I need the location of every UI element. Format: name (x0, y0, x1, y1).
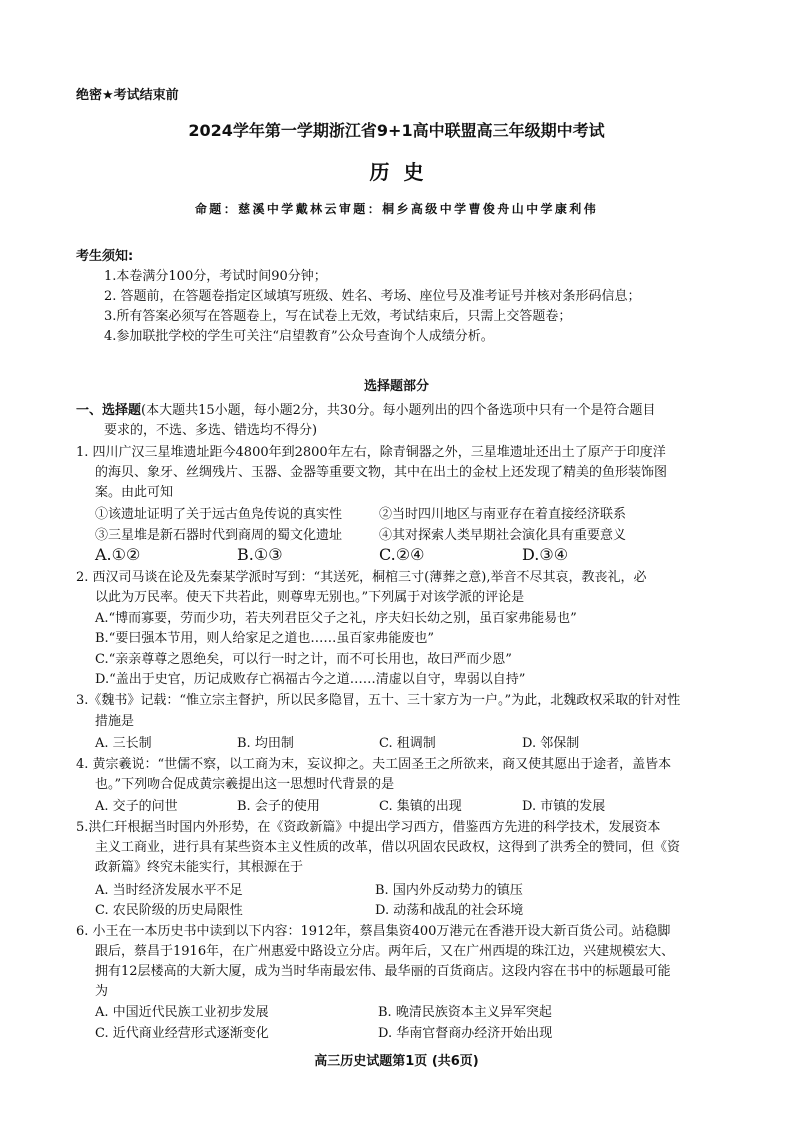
q5-stem: 政新篇》终究未能实行，其根源在于 (95, 860, 304, 875)
q2-stem: 2. 西汉司马谈在论及先秦某学派时写到：“其送死，桐棺三寸(薄葬之意),举音不尽其哀，教丧礼，必 (76, 570, 647, 585)
notice-item: 1.本卷满分100分，考试时间90分钟； (104, 269, 327, 284)
section-heading-bold: 一、选择题 (76, 403, 142, 418)
q2-option-a: A.“博而寡要，劳而少功，若夫列君臣父子之礼，序夫妇长幼之别，虽百家弗能易也” (95, 611, 577, 626)
q2-stem: 以此为万民率。使天下共若此，则尊卑无别也。”下列属于对该学派的评论是 (95, 590, 525, 605)
q4-option-a: A. 交子的问世 (95, 799, 178, 814)
q1-stem: 的海贝、象牙、丝绸残片、玉器、金器等重要文物，其中在出土的金杖上还发现了精美的鱼形装饰图 (95, 465, 668, 480)
section-heading-line2: 要求的，不选、多选、错选均不得分) (104, 423, 318, 438)
page-footer: 高三历史试题第1页 (共6页) (314, 1054, 479, 1069)
confidential-label: 绝密★考试结束前 (76, 88, 179, 103)
q5-option-d: D. 动荡和战乱的社会环境 (375, 903, 524, 918)
q1-option-a: A.①② (95, 545, 141, 564)
q5-option-c: C. 农民阶级的历史局限性 (95, 903, 243, 918)
q5-option-a: A. 当时经济发展水平不足 (95, 883, 243, 898)
q4-option-c: C. 集镇的出现 (379, 799, 462, 814)
q1-statement-4: ④其对探索人类早期社会演化具有重要意义 (379, 528, 627, 543)
q6-stem: 跟后，蔡昌于1916年，在广州惠爱中路设立分店。两年后，又在广州西堤的珠江边，兴建规模宏大、 (95, 944, 675, 959)
section-title: 选择题部分 (363, 379, 429, 394)
q5-stem: 5.洪仁玕根据当时国内外形势，在《资政新篇》中提出学习西方，借鉴西方先进的科学技术，发展资本 (76, 820, 661, 835)
notice-item: 4.参加联批学校的学生可关注“启望教育”公众号查询个人成绩分析。 (104, 329, 494, 344)
q1-option-b: B.①③ (237, 545, 283, 564)
q6-stem: 6. 小王在一本历史书中读到以下内容：1912年，蔡昌集资400万港元在香港开设大新百货公司。站稳脚 (76, 924, 671, 939)
exam-title: 2024学年第一学期浙江省9+1高中联盟高三年级期中考试 (188, 121, 605, 140)
q2-option-b: B.“要曰强本节用，则人给家足之道也……虽百家弗能废也” (95, 631, 434, 646)
q3-option-d: D. 邻保制 (522, 736, 580, 751)
subject-title: 历 史 (369, 160, 424, 184)
q3-stem: 3.《魏书》记载：“惟立宗主督护，所以民多隐冒，五十、三十家方为一户。”为此，北魏政权采取的针对性 (76, 693, 681, 708)
notice-item: 2. 答题前，在答题卷指定区域填写班级、姓名、考场、座位号及准考证号并核对条形码信息； (104, 289, 641, 304)
q6-option-c: C. 近代商业经营形式逐渐变化 (95, 1026, 269, 1041)
q3-stem: 措施是 (95, 714, 135, 729)
q6-option-a: A. 中国近代民族工业初步发展 (95, 1005, 269, 1020)
q4-option-d: D. 市镇的发展 (522, 799, 606, 814)
q1-option-d: D.③④ (522, 545, 569, 564)
q1-stem: 1. 四川广汉三星堆遗址距今4800年到2800年左右，除青铜器之外，三星堆遗址还出土了原产于印度洋 (76, 445, 666, 460)
q4-stem: 4. 黄宗羲说：“世儒不察，以工商为末，妄议抑之。夫工固圣王之所欲来，商又使其愿出于途者，盖皆本 (76, 757, 672, 772)
q3-option-b: B. 均田制 (237, 736, 294, 751)
q3-option-a: A. 三长制 (95, 736, 152, 751)
q6-stem: 拥有12层楼高的大新大厦，成为当时华南最宏伟、最华丽的百货商店。这段内容在书中的标题最可能 (95, 964, 671, 979)
q5-option-b: B. 国内外反动势力的镇压 (375, 883, 523, 898)
section-heading (76, 402, 655, 419)
q4-option-b: B. 会子的使用 (237, 799, 320, 814)
q2-option-d: D.“盖出于史官，历记成败存亡祸福古今之道……清虚以自守，卑弱以自持” (95, 672, 526, 687)
section-heading-rest: (本大题共15小题，每小题2分，共30分。每小题列出的四个备选项中只有一个是符合题目 (141, 403, 656, 418)
q2-option-c: C.“亲亲尊尊之恩绝矣，可以行一时之计，而不可长用也，故曰严而少恩” (95, 652, 512, 667)
notice-item: 3.所有答案必须写在答题卷上，写在试卷上无效，考试结束后，只需上交答题卷； (104, 309, 572, 324)
q3-option-c: C. 租调制 (379, 736, 436, 751)
q1-statement-3: ③三星堆是新石器时代到商周的蜀文化遗址 (95, 528, 343, 543)
authors-line: 命题：慈溪中学戴林云审题：桐乡高级中学曹俊舟山中学康利伟 (194, 202, 599, 216)
q4-stem: 也。”下列吻合促成黄宗羲提出这一思想时代背景的是 (95, 777, 395, 792)
q1-statement-1: ①该遗址证明了关于远古鱼凫传说的真实性 (95, 507, 343, 522)
q1-statement-2: ②当时四川地区与南亚存在着直接经济联系 (379, 507, 627, 522)
q6-option-b: B. 晚清民族资本主义异军突起 (378, 1005, 552, 1020)
q6-stem: 为 (95, 984, 109, 999)
q1-stem: 案。由此可知 (95, 485, 174, 500)
q1-option-c: C.②④ (379, 545, 425, 564)
q5-stem: 主义工商业，进行具有某些资本主义性质的改革，借以巩固农民政权，这得到了洪秀全的赞同，但《资 (95, 840, 681, 855)
notice-heading: 考生须知: (76, 249, 134, 264)
q6-option-d: D. 华南官督商办经济开始出现 (378, 1026, 553, 1041)
